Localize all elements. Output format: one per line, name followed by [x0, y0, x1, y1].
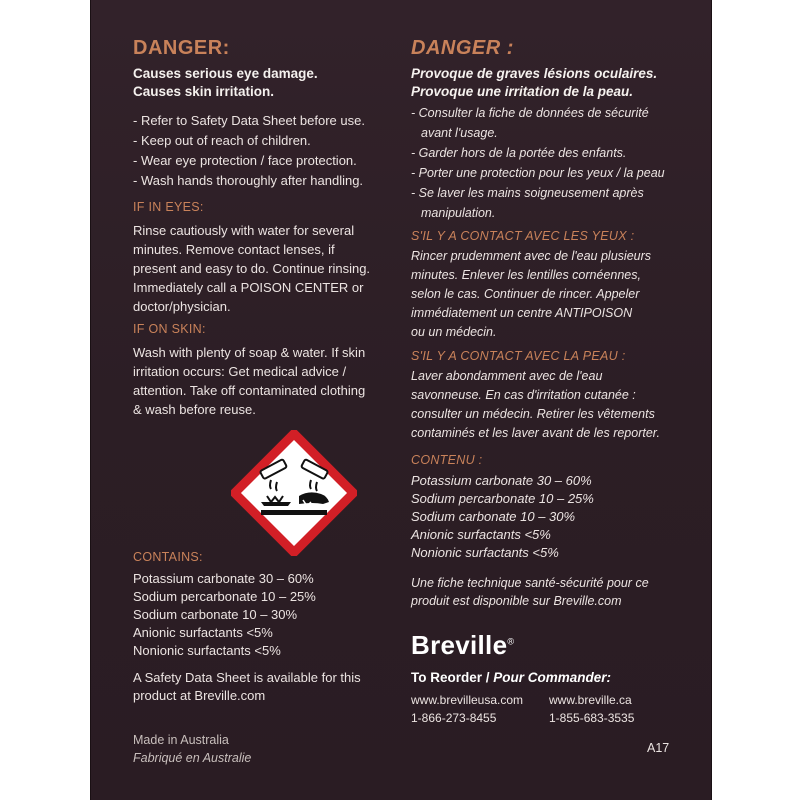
skin-line: Laver abondamment avec de l'eau [411, 369, 603, 383]
skin-instructions-fr [411, 367, 660, 443]
origin-statement [133, 731, 251, 767]
ingredient-item: Anionic surfactants <5% [411, 527, 551, 542]
ingredient-item: Sodium percarbonate 10 – 25% [411, 491, 594, 506]
reorder-label-fr: Pour Commander: [493, 670, 612, 685]
precaution-item: - Porter une protection pour les yeux / la peau [411, 166, 665, 180]
precaution-item: - Wear eye protection / face protection. [133, 153, 357, 168]
ingredients-list [133, 570, 316, 660]
skin-line: consulter un médecin. Retirer les vêtements [411, 407, 655, 421]
eyes-heading-fr: S'IL Y A CONTACT AVEC LES YEUX : [411, 229, 635, 243]
hazard-line: Causes serious eye damage. [133, 66, 318, 81]
eyes-line: Immediately call a POISON CENTER or [133, 280, 364, 295]
skin-heading: IF ON SKIN: [133, 322, 206, 336]
sds-line: produit est disponible sur Breville.com [411, 594, 622, 608]
us-phone: 1-866-273-8455 [411, 711, 497, 725]
contains-heading-fr: CONTENU : [411, 453, 483, 467]
sds-line: A Safety Data Sheet is available for this [133, 670, 361, 685]
sds-notice [133, 669, 361, 705]
ingredient-item: Nonionic surfactants <5% [411, 545, 559, 560]
precaution-item: - Se laver les mains soigneusement après [411, 186, 644, 200]
danger-title: DANGER: [133, 37, 230, 59]
made-in-en: Made in Australia [133, 733, 229, 747]
eyes-line: Rincer prudemment avec de l'eau plusieurs [411, 249, 652, 263]
hazard-statements-fr [411, 65, 657, 101]
hazard-line: Provoque une irritation de la peau. [411, 84, 634, 99]
eyes-line: present and easy to do. Continue rinsing. [133, 261, 371, 276]
eyes-line: selon le cas. Continuer de rincer. Appeler [411, 287, 640, 301]
ingredient-item: Potassium carbonate 30 – 60% [133, 571, 314, 586]
ingredient-item: Nonionic surfactants <5% [133, 643, 281, 658]
contains-heading: CONTAINS: [133, 550, 203, 564]
sds-line: product at Breville.com [133, 688, 266, 703]
skin-line: savonneuse. En cas d'irritation cutanée : [411, 388, 636, 402]
breville-logo [411, 630, 514, 661]
skin-line: attention. Take off contaminated clothing [133, 383, 366, 398]
hazard-line: Causes skin irritation. [133, 84, 275, 99]
precaution-item: - Keep out of reach of children. [133, 133, 311, 148]
skin-line: irritation occurs: Get medical advice / [133, 364, 347, 379]
hazard-statements [133, 65, 318, 101]
skin-heading-fr: S'IL Y A CONTACT AVEC LA PEAU : [411, 349, 626, 363]
skin-instructions [133, 343, 365, 419]
eyes-line: minutes. Enlever les lentilles cornéennes, [411, 268, 641, 282]
product-label-panel [90, 0, 712, 800]
registered-mark: ® [507, 636, 515, 647]
ingredient-item: Sodium percarbonate 10 – 25% [133, 589, 316, 604]
corrosion-pictogram-icon [231, 430, 357, 556]
product-code: A17 [647, 741, 670, 755]
ingredient-item: Anionic surfactants <5% [133, 625, 273, 640]
reorder-label-en: To Reorder / [411, 670, 490, 685]
precautions-list-fr [411, 103, 665, 223]
precaution-item: - Refer to Safety Data Sheet before use. [133, 113, 365, 128]
brand-name: Breville [411, 630, 508, 660]
eyes-line: ou un médecin. [411, 325, 497, 339]
contact-us [411, 691, 523, 727]
danger-title-fr: DANGER : [411, 37, 514, 59]
precautions-list [133, 111, 365, 191]
precaution-item: - Consulter la fiche de données de sécurité [411, 106, 649, 120]
precaution-item: manipulation. [421, 206, 496, 220]
skin-line: contaminés et les laver avant de les reporter. [411, 426, 660, 440]
ingredients-list-fr [411, 472, 594, 562]
hazard-line: Provoque de graves lésions oculaires. [411, 66, 658, 81]
sds-notice-fr [411, 574, 649, 610]
reorder-heading [411, 670, 611, 685]
ingredient-item: Sodium carbonate 10 – 30% [133, 607, 298, 622]
us-website-link[interactable]: www.brevilleusa.com [411, 693, 524, 707]
eyes-line: minutes. Remove contact lenses, if [133, 242, 335, 257]
precaution-item: avant l'usage. [421, 126, 498, 140]
ca-website-link[interactable]: www.breville.ca [549, 693, 632, 707]
precaution-item: - Garder hors de la portée des enfants. [411, 146, 627, 160]
eyes-heading: IF IN EYES: [133, 200, 204, 214]
made-in-fr: Fabriqué en Australie [133, 751, 252, 765]
eyes-line: immédiatement un centre ANTIPOISON [411, 306, 633, 320]
eyes-instructions [133, 221, 370, 316]
skin-line: & wash before reuse. [133, 402, 256, 417]
eyes-line: doctor/physician. [133, 299, 231, 314]
ingredient-item: Sodium carbonate 10 – 30% [411, 509, 576, 524]
eyes-line: Rinse cautiously with water for several [133, 223, 355, 238]
ca-phone: 1-855-683-3535 [549, 711, 635, 725]
eyes-instructions-fr [411, 247, 651, 342]
precaution-item: - Wash hands thoroughly after handling. [133, 173, 364, 188]
contact-ca [549, 691, 634, 727]
sds-line: Une fiche technique santé-sécurité pour ce [411, 576, 649, 590]
skin-line: Wash with plenty of soap & water. If skin [133, 345, 366, 360]
ingredient-item: Potassium carbonate 30 – 60% [411, 473, 592, 488]
